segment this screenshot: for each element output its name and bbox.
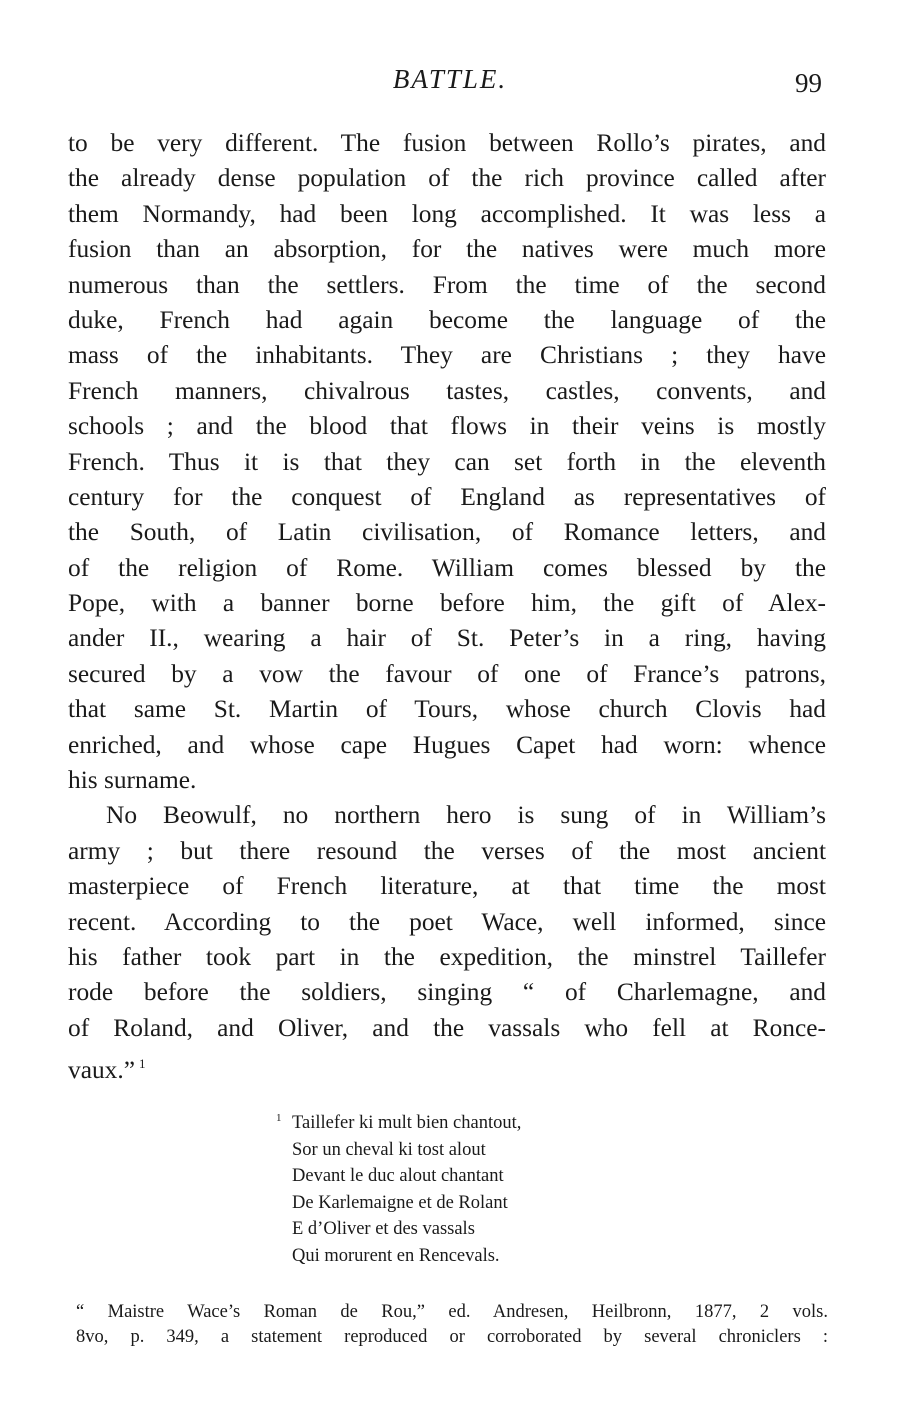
- text-line: his father took part in the expedition, the minstrel Taillefer: [68, 942, 826, 971]
- text-line: them Normandy, had been long accomplished. It was less a: [68, 199, 826, 228]
- text-line: to be very different. The fusion between Rollo’s pirates, and: [68, 129, 826, 157]
- text-line: Pope, with a banner borne before him, the gift of Alex-: [68, 589, 826, 618]
- body-text: [68, 126, 826, 1085]
- text-line: enriched, and whose cape Hugues Capet had worn: whence: [68, 730, 826, 759]
- text-line: masterpiece of French literature, at that time the most: [68, 872, 826, 901]
- footnote: [76, 1300, 828, 1350]
- text-line: the already dense population of the rich province called after: [68, 164, 826, 193]
- text-line: fusion than an absorption, for the natives were much more: [68, 235, 826, 264]
- text-line: rode before the soldiers, singing “ of Charlemagne, and: [68, 978, 826, 1007]
- text-line: mass of the inhabitants. They are Christians ; they have: [68, 341, 826, 370]
- footnote-marker: 1: [276, 1112, 282, 1124]
- text-line: of Roland, and Oliver, and the vassals who fell at Ronce-: [68, 1013, 826, 1042]
- running-title: BATTLE.: [392, 64, 508, 94]
- text-line: century for the conquest of England as representatives of: [68, 482, 826, 511]
- text-line-last: [68, 1046, 826, 1085]
- text-line: duke, French had again become the language of the: [68, 305, 826, 334]
- text-line-content: vaux.”: [68, 1056, 135, 1085]
- text-line: French. Thus it is that they can set forth in the eleventh: [68, 447, 826, 476]
- text-line: schools ; and the blood that flows in their veins is mostly: [68, 412, 826, 441]
- footnote-line: “ Maistre Wace’s Roman de Rou,” ed. Andresen, Heilbronn, 1877, 2 vols.: [76, 1302, 828, 1322]
- text-line: his surname.: [68, 766, 197, 795]
- text-line: recent. According to the poet Wace, well informed, since: [68, 907, 826, 936]
- text-line: army ; but there resound the verses of the most ancient: [68, 836, 826, 865]
- verse-line: Sor un cheval ki tost alout: [292, 1139, 486, 1160]
- text-line: No Beowulf, no northern hero is sung of in William’s: [106, 801, 826, 830]
- running-head: [0, 62, 900, 102]
- verse-line: [276, 1110, 521, 1137]
- text-line: that same St. Martin of Tours, whose church Clovis had: [68, 695, 826, 724]
- text-line: of the religion of Rome. William comes blessed by the: [68, 553, 826, 582]
- verse-line-text: Taillefer ki mult bien chantout,: [292, 1113, 522, 1133]
- verse-line: De Karlemaigne et de Rolant: [292, 1192, 508, 1213]
- footnote-line: 8vo, p. 349, a statement reproduced or corroborated by several chroniclers :: [76, 1327, 828, 1347]
- text-line: the South, of Latin civilisation, of Romance letters, and: [68, 518, 826, 547]
- text-line: French manners, chivalrous tastes, castles, convents, and: [68, 376, 826, 405]
- verse-quotation: [276, 1110, 521, 1270]
- text-line: numerous than the settlers. From the time of the second: [68, 270, 826, 299]
- verse-line: Qui morurent en Rencevals.: [292, 1245, 500, 1266]
- footnote-reference: 1: [138, 1056, 146, 1072]
- page-number: 99: [795, 68, 822, 98]
- verse-line: Devant le duc alout chantant: [292, 1166, 504, 1187]
- verse-line: E d’Oliver et des vassals: [292, 1219, 475, 1240]
- text-line: secured by a vow the favour of one of France’s patrons,: [68, 659, 826, 688]
- text-line: ander II., wearing a hair of St. Peter’s in a ring, having: [68, 624, 826, 653]
